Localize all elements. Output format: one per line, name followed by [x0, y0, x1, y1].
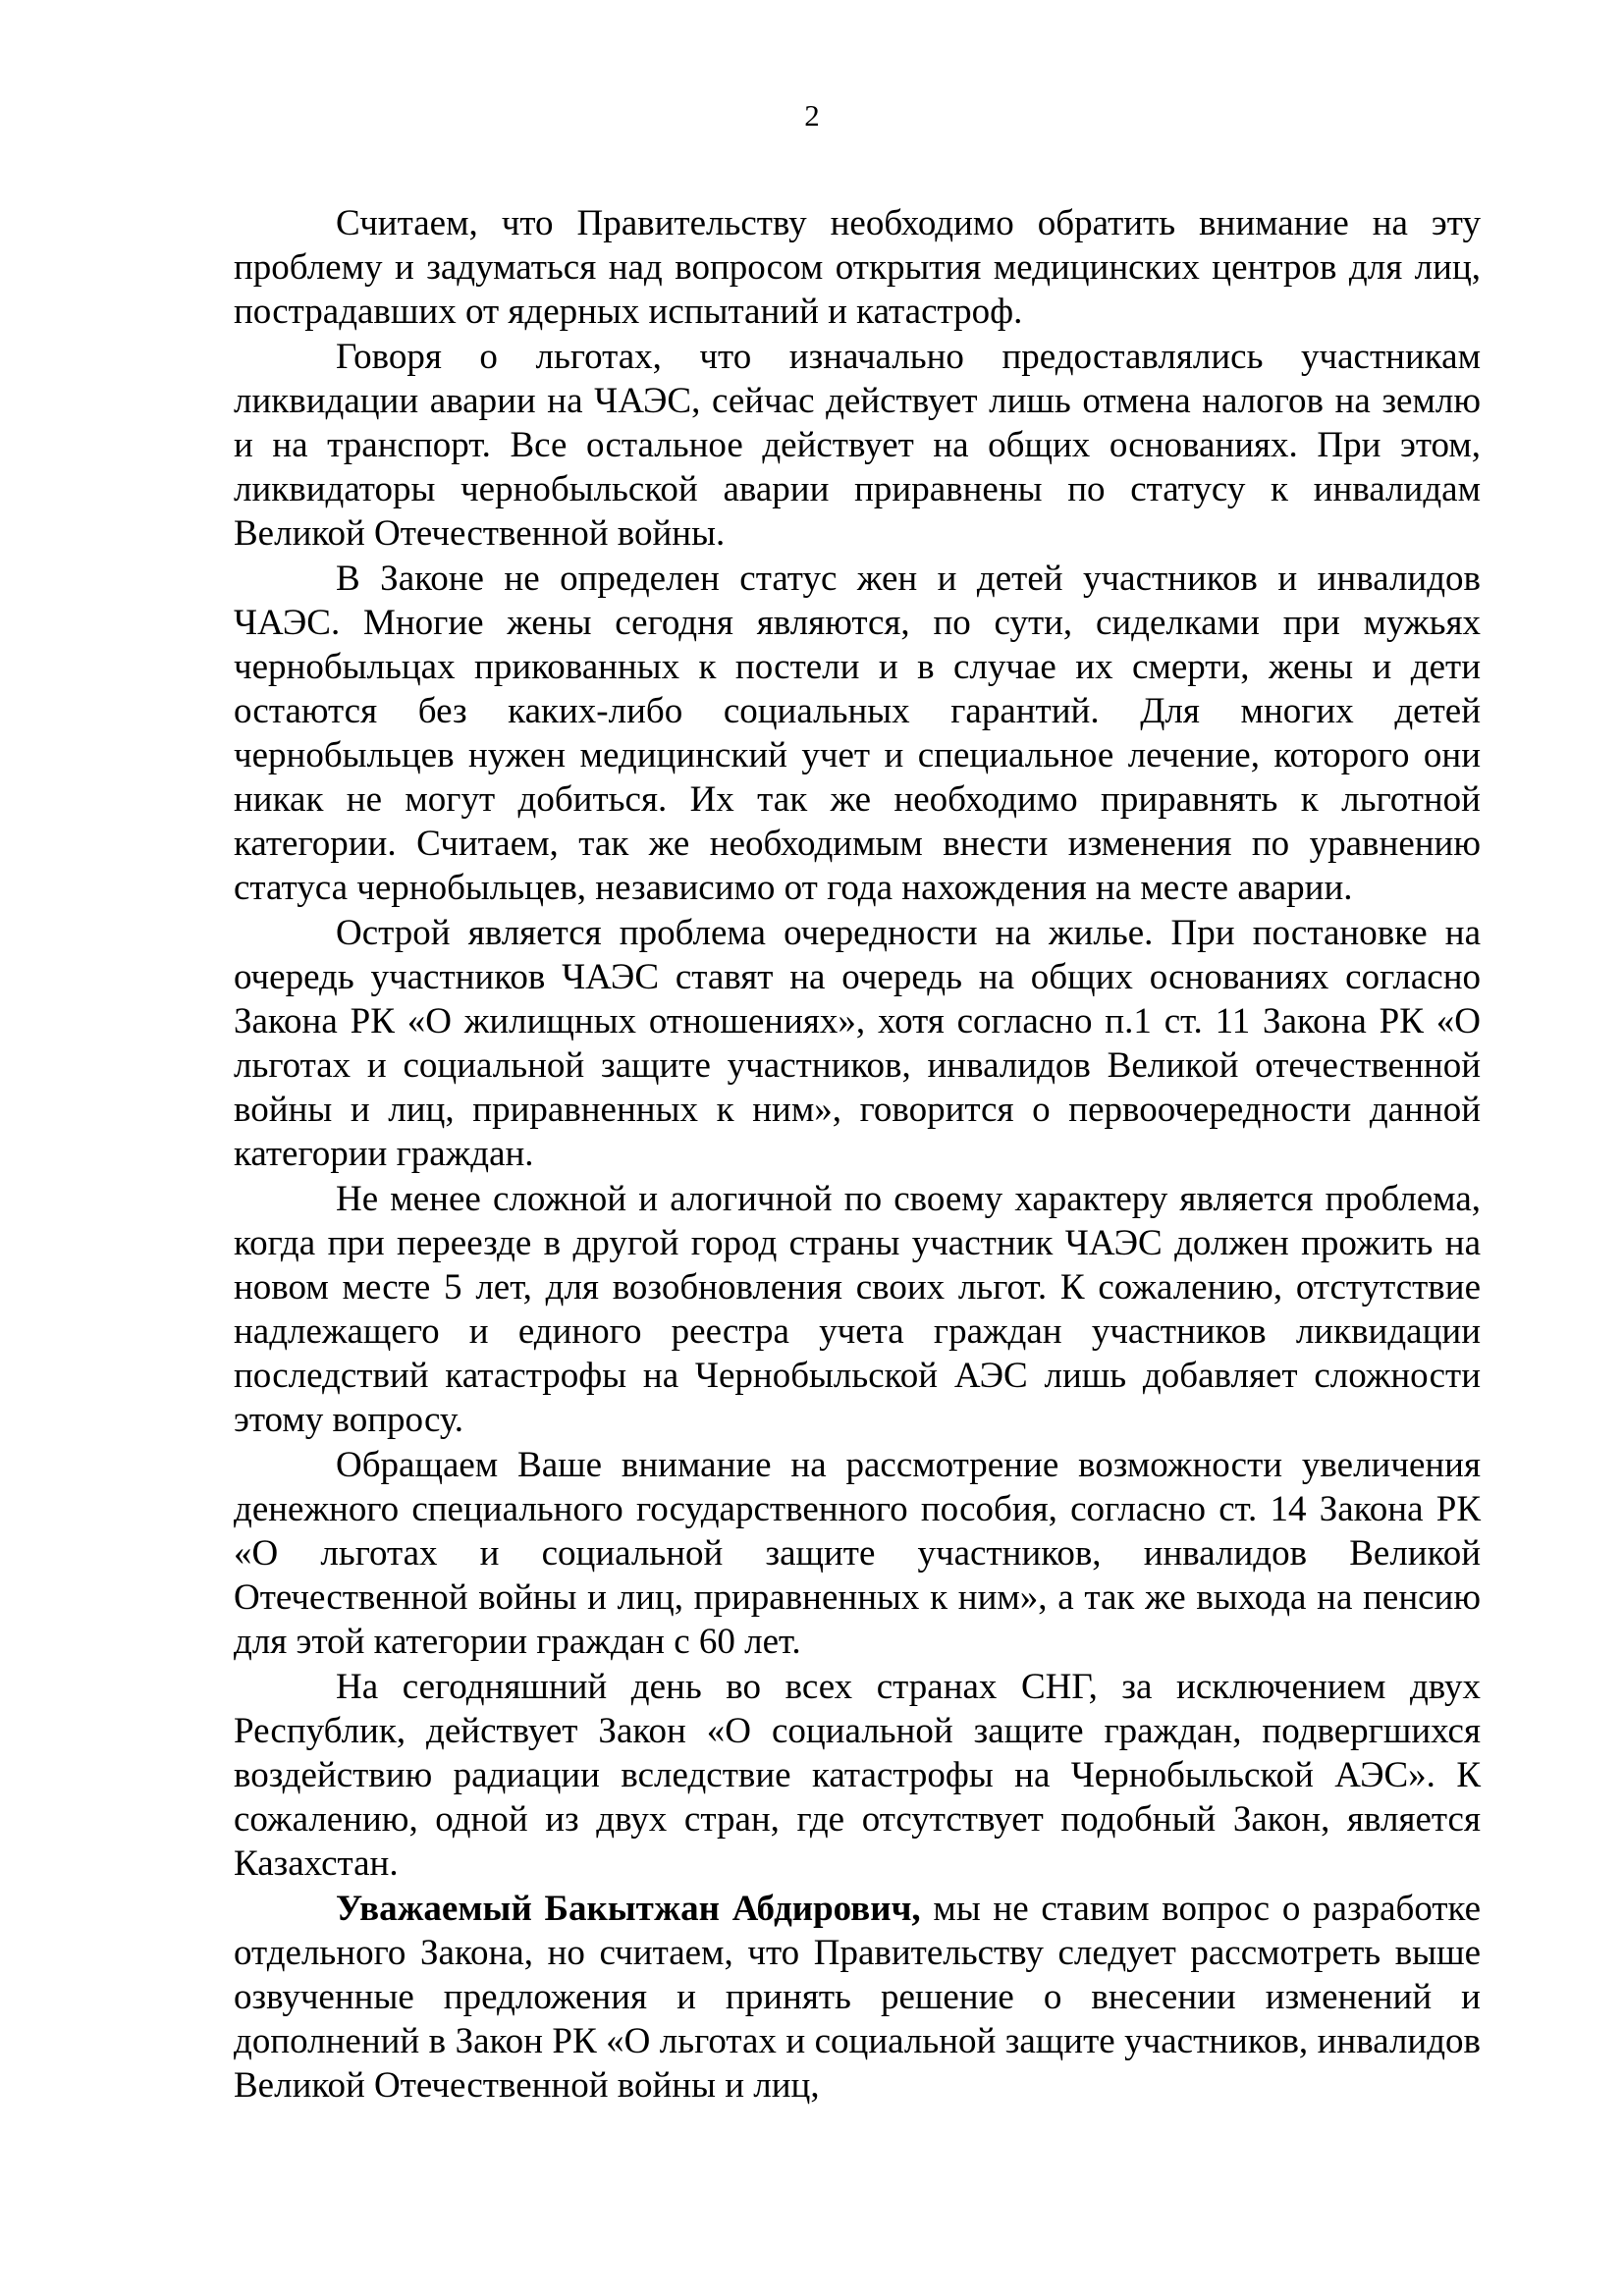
paragraph-benefits: Говоря о льготах, что изначально предоставлялись участникам ликвидации аварии на ЧАЭС, сейчас действует лишь отмена налогов на землю и на транспорт. Все остальное действует на общих основаниях. При этом, ликвидаторы чернобыльской аварии приравнены по статусу к инвалидам Великой Отечественной войны.: [234, 337, 1481, 554]
salutation: Уважаемый Бакытжан Абдирович,: [336, 1889, 921, 1929]
page-number: 2: [804, 98, 820, 133]
address-text: мы не ставим вопрос о разработке отдельного Закона, но считаем, что Правительству следует рассмотреть выше озвученные предложения и принять решение о внесении изменений и дополнений в Закон РК «О льготах и социальной защите участников, инвалидов Великой Отечественной войны и лиц,: [234, 1889, 1481, 2106]
paragraph-cis-law: На сегодняшний день во всех странах СНГ, за исключением двух Республик, действует Закон «О социальной защите граждан, подвергшихся воздействию радиации вследствие катастрофы на Чернобыльской АЭС». К сожалению, одной из двух стран, где отсутствует подобный Закон, является Казахстан.: [234, 1667, 1481, 1884]
paragraph-housing-queue: Острой является проблема очередности на жилье. При постановке на очередь участников ЧАЭС ставят на очередь на общих основаниях согласно Закона РК «О жилищных отношениях», хотя согласно п.1 ст. 11 Закона РК «О льготах и социальной защите участников, инвалидов Великой отечественной войны и лиц, приравненных к ним», говорится о первоочередности данной категории граждан.: [234, 913, 1481, 1174]
paragraph-family-status: В Законе не определен статус жен и детей участников и инвалидов ЧАЭС. Многие жены сегодня являются, по сути, сиделками при мужьях чернобыльцах прикованных к постели и в случае их смерти, жены и дети остаются без каких-либо социальных гарантий. Для многих детей чернобыльцев нужен медицинский учет и специальное лечение, которого они никак не могут добиться. Их так же необходимо приравнять к льготной категории. Считаем, так же необходимым внести изменения по уравнению статуса чернобыльцев, независимо от года нахождения на месте аварии.: [234, 559, 1481, 908]
paragraph-medical-centers: Считаем, что Правительству необходимо обратить внимание на эту проблему и задуматься над вопросом открытия медицинских центров для лиц, пострадавших от ядерных испытаний и катастроф.: [234, 203, 1481, 332]
paragraph-relocation: Не менее сложной и алогичной по своему характеру является проблема, когда при переезде в другой город страны участник ЧАЭС должен прожить на новом месте 5 лет, для возобновления своих льгот. К сожалению, отстутствие надлежащего и единого реестра учета граждан участников ликвидации последствий катастрофы на Чернобыльской АЭС лишь добавляет сложности этому вопросу.: [234, 1179, 1481, 1440]
paragraph-allowance: Обращаем Ваше внимание на рассмотрение возможности увеличения денежного специального государственного пособия, согласно ст. 14 Закона РК «О льготах и социальной защите участников, инвалидов Великой Отечественной войны и лиц, приравненных к ним», а так же выхода на пенсию для этой категории граждан с 60 лет.: [234, 1445, 1481, 1662]
document-body: [234, 201, 1481, 2108]
paragraph-address: [234, 1887, 1481, 2108]
